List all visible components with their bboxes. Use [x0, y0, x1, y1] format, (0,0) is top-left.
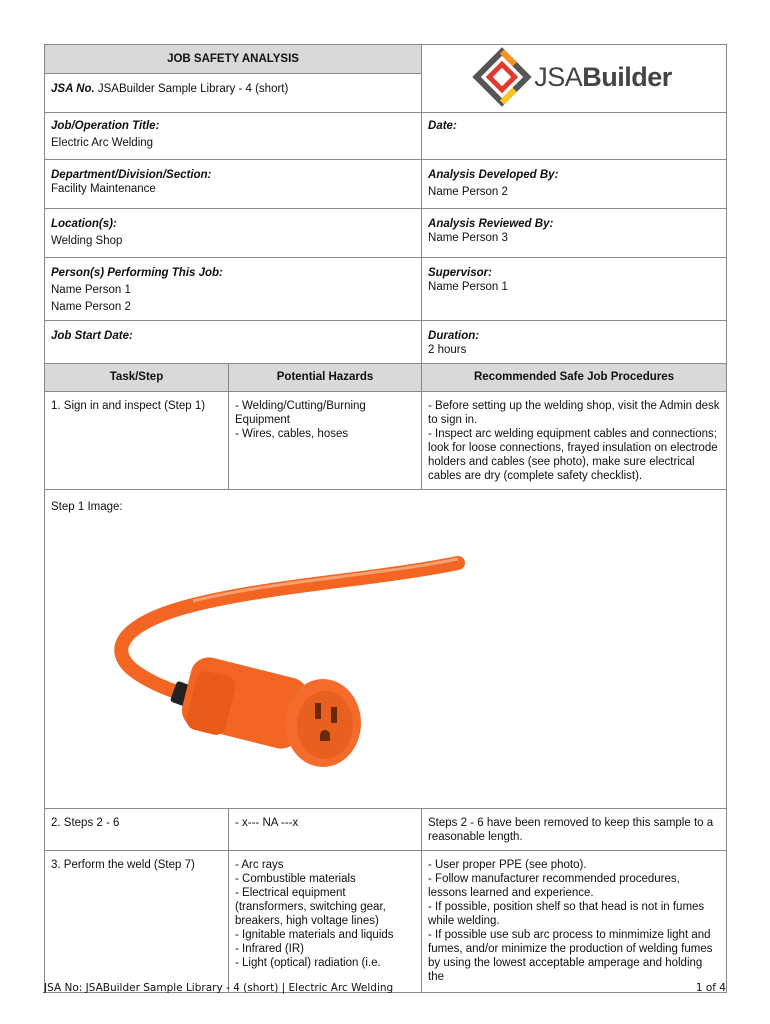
logo-mark-icon	[476, 51, 528, 103]
department-field: Department/Division/Section: Facility Maintenance	[45, 160, 422, 209]
page-number: 1 of 4	[695, 982, 726, 994]
persons-field: Person(s) Performing This Job: Name Person 1 Name Person 2	[45, 258, 422, 321]
document-title: JOB SAFETY ANALYSIS	[45, 45, 422, 74]
step-image-cell	[45, 490, 727, 809]
task-cell: 2. Steps 2 - 6	[45, 809, 229, 851]
location-field: Location(s): Welding Shop	[45, 209, 422, 258]
date-field: Date:	[422, 113, 727, 160]
start-date-field: Job Start Date:	[45, 321, 422, 364]
procedures-cell: - Before setting up the welding shop, visit the Admin desk to sign in. - Inspect arc welding equipment cables and connections; look for loose connections, frayed insulation on electrode holders and cables (see photo), make sure electrical cables are dry (complete safety checklist).	[422, 392, 727, 490]
jsa-table	[44, 44, 727, 993]
extension-cord-image	[73, 545, 463, 785]
table-row	[45, 392, 727, 490]
table-row	[45, 851, 727, 993]
hazards-cell: - Welding/Cutting/Burning Equipment - Wires, cables, hoses	[229, 392, 422, 490]
hazards-cell: - x--- NA ---x	[229, 809, 422, 851]
jsa-document	[44, 44, 726, 983]
procedures-cell: Steps 2 - 6 have been removed to keep this sample to a reasonable length.	[422, 809, 727, 851]
steps-header-row	[45, 364, 727, 392]
logo-text-light: JSA	[534, 61, 583, 92]
developed-by-field: Analysis Developed By: Name Person 2	[422, 160, 727, 209]
task-cell: 3. Perform the weld (Step 7)	[45, 851, 229, 993]
jsabuilder-logo	[476, 51, 672, 103]
table-row	[45, 809, 727, 851]
image-row	[45, 490, 727, 809]
task-cell: 1. Sign in and inspect (Step 1)	[45, 392, 229, 490]
step-image-label: Step 1 Image:	[51, 501, 123, 513]
reviewed-by-field: Analysis Reviewed By: Name Person 3	[422, 209, 727, 258]
supervisor-field: Supervisor: Name Person 1	[422, 258, 727, 321]
duration-field: Duration: 2 hours	[422, 321, 727, 364]
footer-document-info: JSA No: JSABuilder Sample Library - 4 (short) | Electric Arc Welding	[44, 982, 394, 994]
logo-text-bold: Builder	[582, 61, 672, 92]
procedures-cell: - User proper PPE (see photo). - Follow manufacturer recommended procedures, lessons learned and experience. - If possible, position shelf so that head is not in fumes while welding. - If possible use sub arc process to minmimize light and fumes, and/or minimize the production of welding fumes by using the lowest acceptable amperage and holding the	[422, 851, 727, 993]
header-task: Task/Step	[45, 364, 229, 392]
logo-cell	[422, 45, 727, 113]
hazards-cell: - Arc rays - Combustible materials - Electrical equipment (transformers, switching gear, breakers, high voltage lines) - Ignitable materials and liquids - Infrared (IR) - Light (optical) radiation (i.e.	[229, 851, 422, 993]
jsa-number: JSA No. JSABuilder Sample Library - 4 (short)	[45, 74, 422, 113]
job-title-field: Job/Operation Title: Electric Arc Welding	[45, 113, 422, 160]
header-procedures: Recommended Safe Job Procedures	[422, 364, 727, 392]
header-hazards: Potential Hazards	[229, 364, 422, 392]
page-footer	[44, 982, 726, 994]
